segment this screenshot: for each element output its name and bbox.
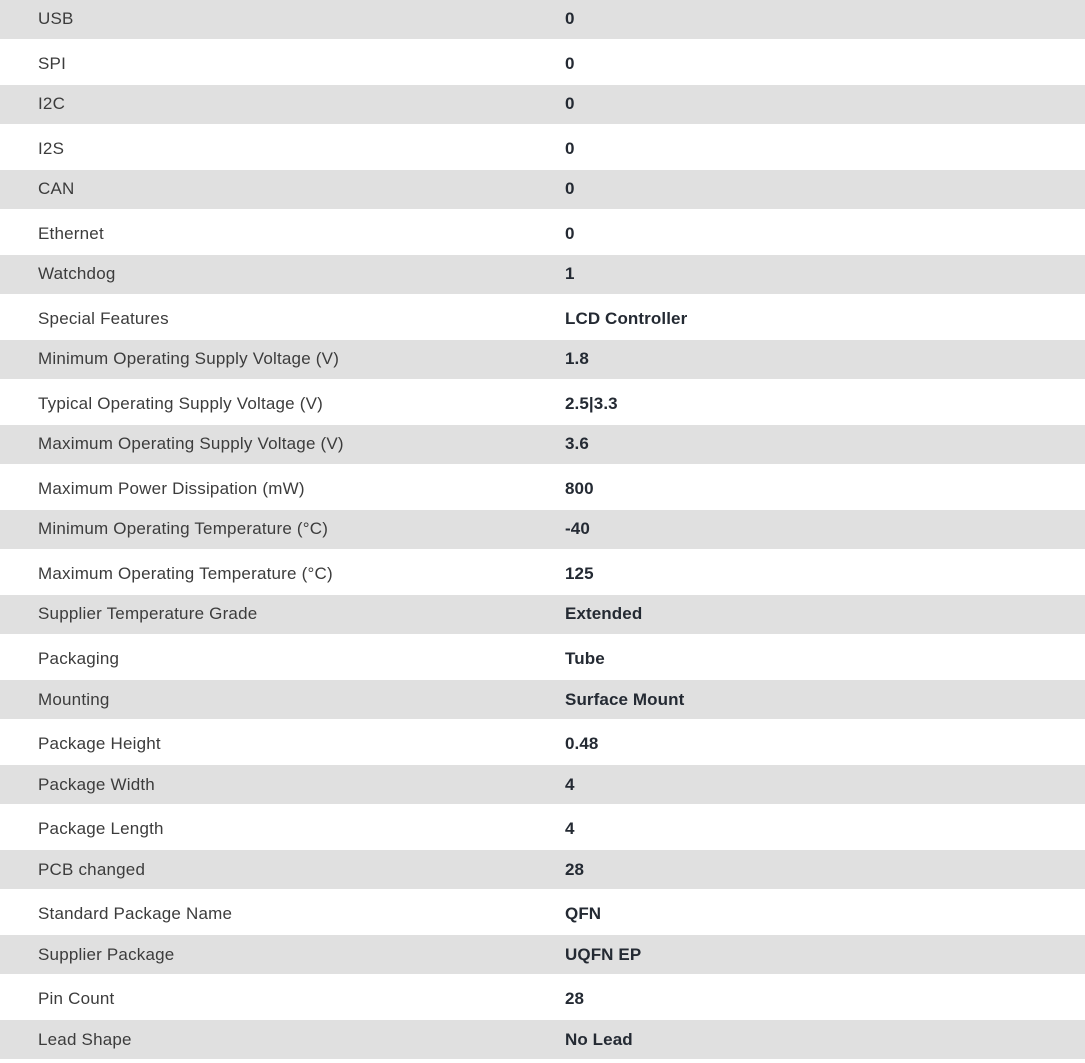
attribute-value: 0 [565,138,575,158]
table-row [0,850,1085,893]
table-row [0,808,1085,851]
attribute-value: 2.5|3.3 [565,393,618,413]
table-row [0,765,1085,808]
table-row [0,170,1085,213]
table-row [0,553,1085,596]
attribute-label: USB [38,9,74,29]
table-row [0,638,1085,681]
attribute-value: QFN [565,904,602,924]
attribute-value: 1 [565,264,575,284]
table-row [0,340,1085,383]
attribute-label: Pin Count [38,989,115,1009]
attribute-value: 0 [565,9,575,29]
attribute-label: SPI [38,53,67,73]
attribute-value: Tube [565,648,605,668]
attribute-value: 0 [565,223,575,243]
attribute-value: No Lead [565,1029,633,1049]
attribute-label: I2C [38,94,66,114]
table-row [0,128,1085,171]
attribute-value: 0 [565,94,575,114]
attribute-value: 28 [565,859,585,879]
attribute-label: Lead Shape [38,1029,132,1049]
attribute-label: Maximum Power Dissipation (mW) [38,478,305,498]
attribute-value: 3.6 [565,434,589,454]
attribute-label: Supplier Temperature Grade [38,604,258,624]
attribute-value: 0.48 [565,734,599,754]
table-row [0,935,1085,978]
table-row [0,425,1085,468]
attribute-label: I2S [38,138,65,158]
attribute-value: 125 [565,563,594,583]
attribute-label: Package Length [38,819,164,839]
attribute-label: CAN [38,179,75,199]
attribute-label: Watchdog [38,264,116,284]
attribute-value: UQFN EP [565,944,642,964]
table-row [0,595,1085,638]
attribute-value: 28 [565,989,585,1009]
table-row [0,510,1085,553]
attribute-value: LCD Controller [565,308,688,328]
attribute-label: Minimum Operating Supply Voltage (V) [38,349,340,369]
table-row [0,978,1085,1021]
table-row [0,383,1085,426]
attribute-value: Extended [565,604,643,624]
attribute-label: Special Features [38,308,169,328]
table-row [0,723,1085,766]
attribute-value: 4 [565,819,575,839]
attribute-value: 0 [565,53,575,73]
attribute-label: Minimum Operating Temperature (°C) [38,519,329,539]
attribute-label: Package Height [38,734,161,754]
attribute-value: -40 [565,519,590,539]
table-row [0,213,1085,256]
table-row [0,893,1085,936]
attribute-label: Ethernet [38,223,104,243]
attribute-label: Package Width [38,774,155,794]
attribute-value: 800 [565,478,594,498]
attribute-value: Surface Mount [565,689,685,709]
attribute-label: Mounting [38,689,110,709]
attribute-label: Supplier Package [38,944,175,964]
attribute-label: Typical Operating Supply Voltage (V) [38,393,324,413]
attribute-label: PCB changed [38,859,146,879]
table-row [0,85,1085,128]
table-row [0,680,1085,723]
attribute-label: Packaging [38,648,120,668]
table-row [0,0,1085,43]
attribute-label: Maximum Operating Temperature (°C) [38,563,333,583]
attribute-label: Maximum Operating Supply Voltage (V) [38,434,344,454]
table-row [0,43,1085,86]
table-row [0,298,1085,341]
attribute-value: 1.8 [565,349,589,369]
table-row [0,468,1085,511]
table-row [0,1020,1085,1063]
attribute-value: 4 [565,774,575,794]
attribute-value: 0 [565,179,575,199]
attribute-label: Standard Package Name [38,904,233,924]
table-row [0,255,1085,298]
